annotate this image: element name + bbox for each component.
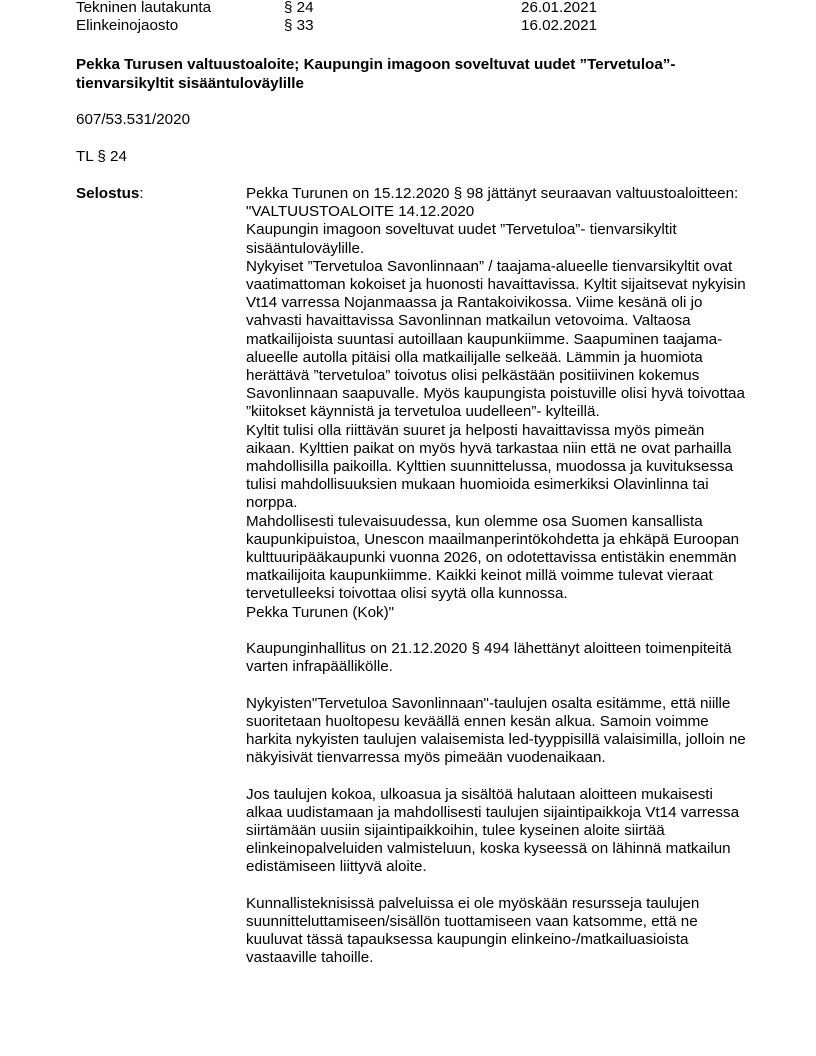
meeting-body: Tekninen lautakunta	[76, 0, 212, 16]
body-paragraph: Kunnallisteknisissä palveluissa ei ole myöskään resursseja taulujen suunnitteluttamiseen/sisällön tuottamiseen vaan katsomme, että ne kuuluvat tässä tapauksessa kaupungin elinkeino-/matkailuasioista vastaaville tahoille.	[246, 894, 700, 967]
meeting-date: 16.02.2021	[521, 17, 598, 34]
selostus-body	[246, 185, 746, 968]
motion-title: Kaupungin imagoon soveltuvat uudet ”Tervetuloa”- tienvarsikyltit sisääntuloväylille.	[246, 221, 677, 257]
motion-paragraph: Mahdollisesti tulevaisuudessa, kun olemme osa Suomen kansallista kaupunkipuistoa, Unescon maailmanperintökohdetta ja ehkäpä Euroopan kulttuuripääkaupunki vuonna 2026, on odotettavissa entistäkin enemmän matkailijoita kaupunkiimme. Kaikki keinot millä voimme tulevat vieraat tervetulleeksi toivottaa olisi syytä olla kunnossa.	[246, 512, 740, 603]
motion-paragraph: Nykyiset ”Tervetuloa Savonlinnaan” / taajama-alueelle tienvarsikyltit ovat vaatimattoman kokoiset ja huonosti havaittavissa. Kyltit sijaitsevat nykyisin Vt14 varressa Nojanmaassa ja Rantakoivikossa. Viime kesänä oli jo vahvasti havaittavissa Savonlinnan matkailun vetovoima. Valtaosa matkailijoista suuntasi autoillaan kaupunkiimme. Saapuminen taajama-alueelle autolla pitäisi olla matkailijalle selkeää. Lämmin ja huomiota herättävä ”tervetuloa” toivotus olisi pelkästään positiivinen kokemus Savonlinnaan saapuvalle. Myös kaupungista poistuville olisi hyvä toivottaa ”kiitokset käynnistä ja tervetuloa uudelleen”- kylteillä.	[246, 257, 746, 421]
meeting-date: 26.01.2021	[521, 0, 598, 16]
section-number: § 33	[284, 17, 314, 34]
document-title: Pekka Turusen valtuustoaloite; Kaupungin imagoon soveltuvat uudet ”Tervetuloa”-tienvarsikyltit sisääntuloväylille	[76, 56, 676, 92]
meeting-body: Elinkeinojaosto	[76, 17, 179, 34]
section-number: § 24	[284, 0, 314, 16]
body-paragraph: Kaupunginhallitus on 21.12.2020 § 494 lähettänyt aloitteen toimenpiteitä varten infrapäällikölle.	[246, 640, 732, 676]
record-number: 607/53.531/2020	[76, 111, 191, 128]
motion-paragraph: Kyltit tulisi olla riittävän suuret ja helposti havaittavissa myös pimeän aikaan. Kylttien paikat on myös hyvä tarkastaa niin että ne ovat parhailla mahdollisilla paikoilla. Kylttien suunnittelussa, muodossa ja kuvituksessa tulisi mahdollisuuksien mukaan huomioida esimerkiksi Olavinlinna tai norppa.	[246, 421, 734, 512]
motion-heading: "VALTUUSTOALOITE 14.12.2020	[246, 203, 475, 221]
reference: TL § 24	[76, 148, 127, 165]
selostus-label: Selostus:	[76, 185, 144, 202]
motion-signature: Pekka Turunen (Kok)"	[246, 603, 395, 621]
body-paragraph: Nykyisten"Tervetuloa Savonlinnaan"-taulujen osalta esitämme, että niille suoritetaan huoltopesu keväällä ennen kesän alkua. Samoin voimme harkita nykyisten taulujen valaisemista led-tyyppisillä valaisimilla, jolloin ne näkyisivät tienvarressa myös pimeään vuodenaikaan.	[246, 694, 746, 767]
body-paragraph: Jos taulujen kokoa, ulkoasua ja sisältöä halutaan aloitteen mukaisesti alkaa uudistamaan ja mahdollisesti taulujen sijaintipaikkoja Vt14 varressa siirtämään uusiin sijaintipaikkoihin, tulee kyseinen aloite siirtää elinkeinopalveluiden valmisteluun, koska kyseessä on lähinnä matkailun edistämiseen liittyvä aloite.	[246, 785, 740, 876]
motion-intro: Pekka Turunen on 15.12.2020 § 98 jättänyt seuraavan valtuustoaloitteen:	[246, 185, 739, 202]
